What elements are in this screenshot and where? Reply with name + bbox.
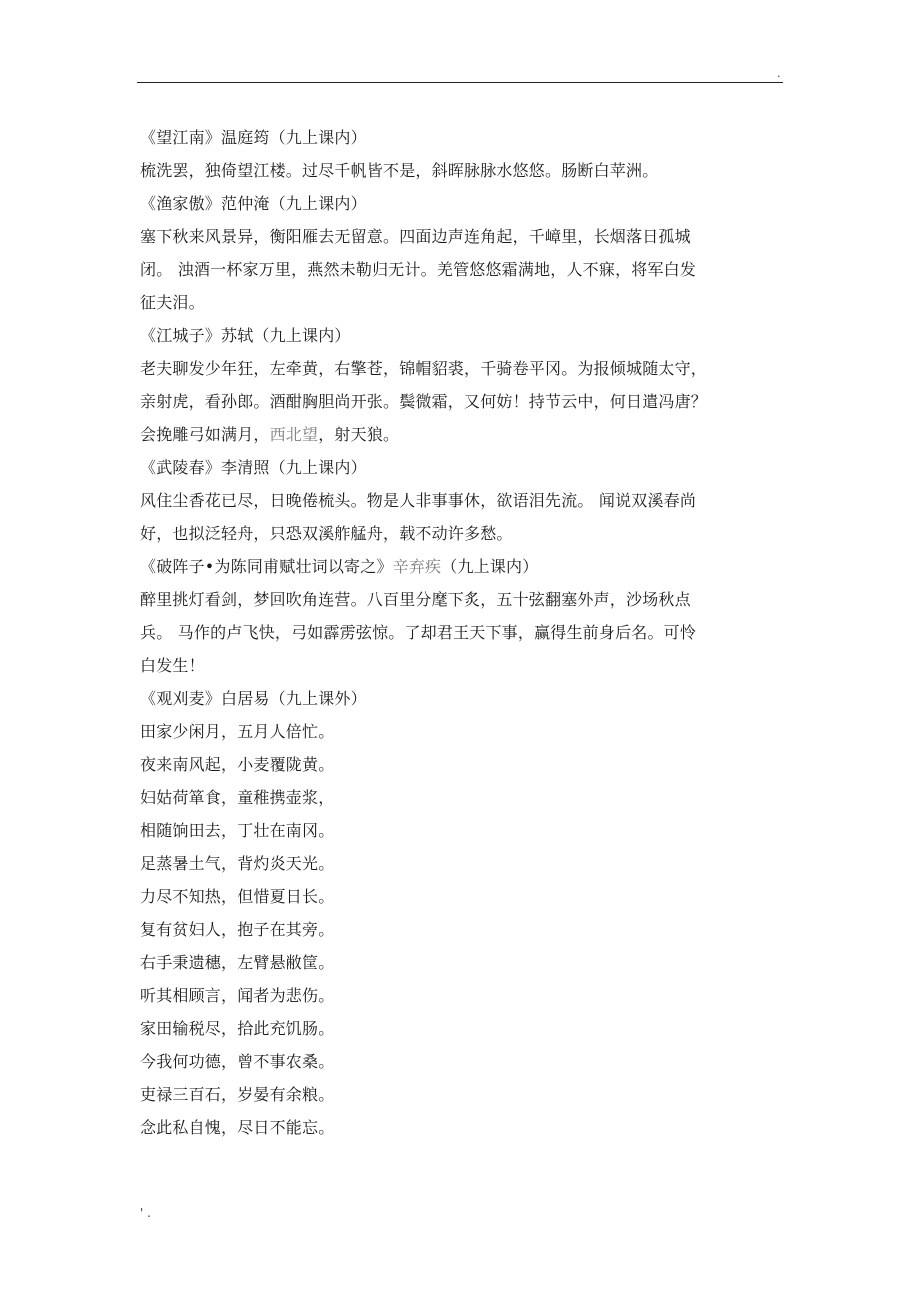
poem-line: 好，也拟泛轻舟，只恐双溪舴艋舟，载不动许多愁。: [140, 524, 513, 543]
poem-line: 梳洗罢，独倚望江楼。过尽千帆皆不是，斜晖脉脉水悠悠。肠断白苹洲。: [140, 161, 659, 180]
poem-line: 征夫泪。: [140, 293, 205, 312]
poem-line: 老夫聊发少年狂，左牵黄，右擎苍，锦帽貂裘，千骑卷平冈。为报倾城随太守，: [140, 359, 708, 378]
poem-line: 相随饷田去，丁壮在南冈。: [140, 821, 335, 840]
poem-line-text: ，射天狼。: [318, 425, 400, 444]
poem-title: 《江城子》苏轼（九上课内）: [140, 326, 351, 345]
poem-line-text: 会挽雕弓如满月，: [140, 425, 270, 444]
poem-line: 兵。 马作的卢飞快，弓如霹雳弦惊。了却君王天下事，赢得生前身后名。可怜: [140, 623, 697, 642]
poem-line: 家田输税尽，拾此充饥肠。: [140, 1019, 335, 1038]
poem-line: 足蒸暑土气，背灼炎天光。: [140, 854, 335, 873]
poem-title: [140, 550, 784, 583]
poem-title-tail: （九上课内）: [441, 557, 539, 576]
poem-line: 今我何功德，曾不事农桑。: [140, 1052, 335, 1071]
poem-line: 亲射虎，看孙郎。酒酣胸胆尚开张。鬓微霜，又何妨！持节云中，何日遣冯唐？: [140, 392, 708, 411]
poem-line: 白发生！: [140, 656, 205, 675]
poem-line: 夜来南风起，小麦覆陇黄。: [140, 755, 335, 774]
header-rule: [137, 82, 783, 83]
poem-line: [140, 418, 784, 451]
poem-line: 妇姑荷箪食，童稚携壶浆，: [140, 788, 335, 807]
poem-content: [140, 121, 784, 1144]
poem-line: 风住尘香花已尽，日晚倦梳头。物是人非事事休，欲语泪先流。 闻说双溪春尚: [140, 491, 697, 510]
poem-line: 醉里挑灯看剑，梦回吹角连营。八百里分麾下炙，五十弦翻塞外声，沙场秋点: [140, 590, 691, 609]
poem-line-gray-text: 西北望: [269, 425, 319, 444]
poem-line: 塞下秋来风景异，衡阳雁去无留意。四面边声连角起，千嶂里，长烟落日孤城: [140, 227, 691, 246]
footer-mark: ' .: [140, 1206, 151, 1220]
poem-title-main: 《破阵子•为陈同甫赋壮词以寄之》: [140, 557, 393, 576]
poem-line: 右手秉遗穗，左臂悬敝筐。: [140, 953, 335, 972]
poem-line: 田家少闲月，五月人倍忙。: [140, 722, 335, 741]
poem-line: 听其相顾言，闻者为悲伤。: [140, 986, 335, 1005]
poem-line: 复有贫妇人，抱子在其旁。: [140, 920, 335, 939]
poem-author-gray: 辛弃疾: [392, 557, 442, 576]
poem-line: 吏禄三百石，岁晏有余粮。: [140, 1085, 335, 1104]
poem-line: 念此私自愧，尽日不能忘。: [140, 1118, 335, 1137]
poem-line: 力尽不知热，但惜夏日长。: [140, 887, 335, 906]
poem-line: 闭。 浊酒一杯家万里，燕然未勒归无计。羌管悠悠霜满地，人不寐，将军白发: [140, 260, 697, 279]
poem-title: 《观刈麦》白居易（九上课外）: [140, 689, 367, 708]
poem-title: 《望江南》温庭筠（九上课内）: [140, 128, 367, 147]
header-mark: .: [777, 67, 781, 80]
poem-title: 《渔家傲》范仲淹（九上课内）: [140, 194, 367, 213]
poem-title: 《武陵春》李清照（九上课内）: [140, 458, 367, 477]
